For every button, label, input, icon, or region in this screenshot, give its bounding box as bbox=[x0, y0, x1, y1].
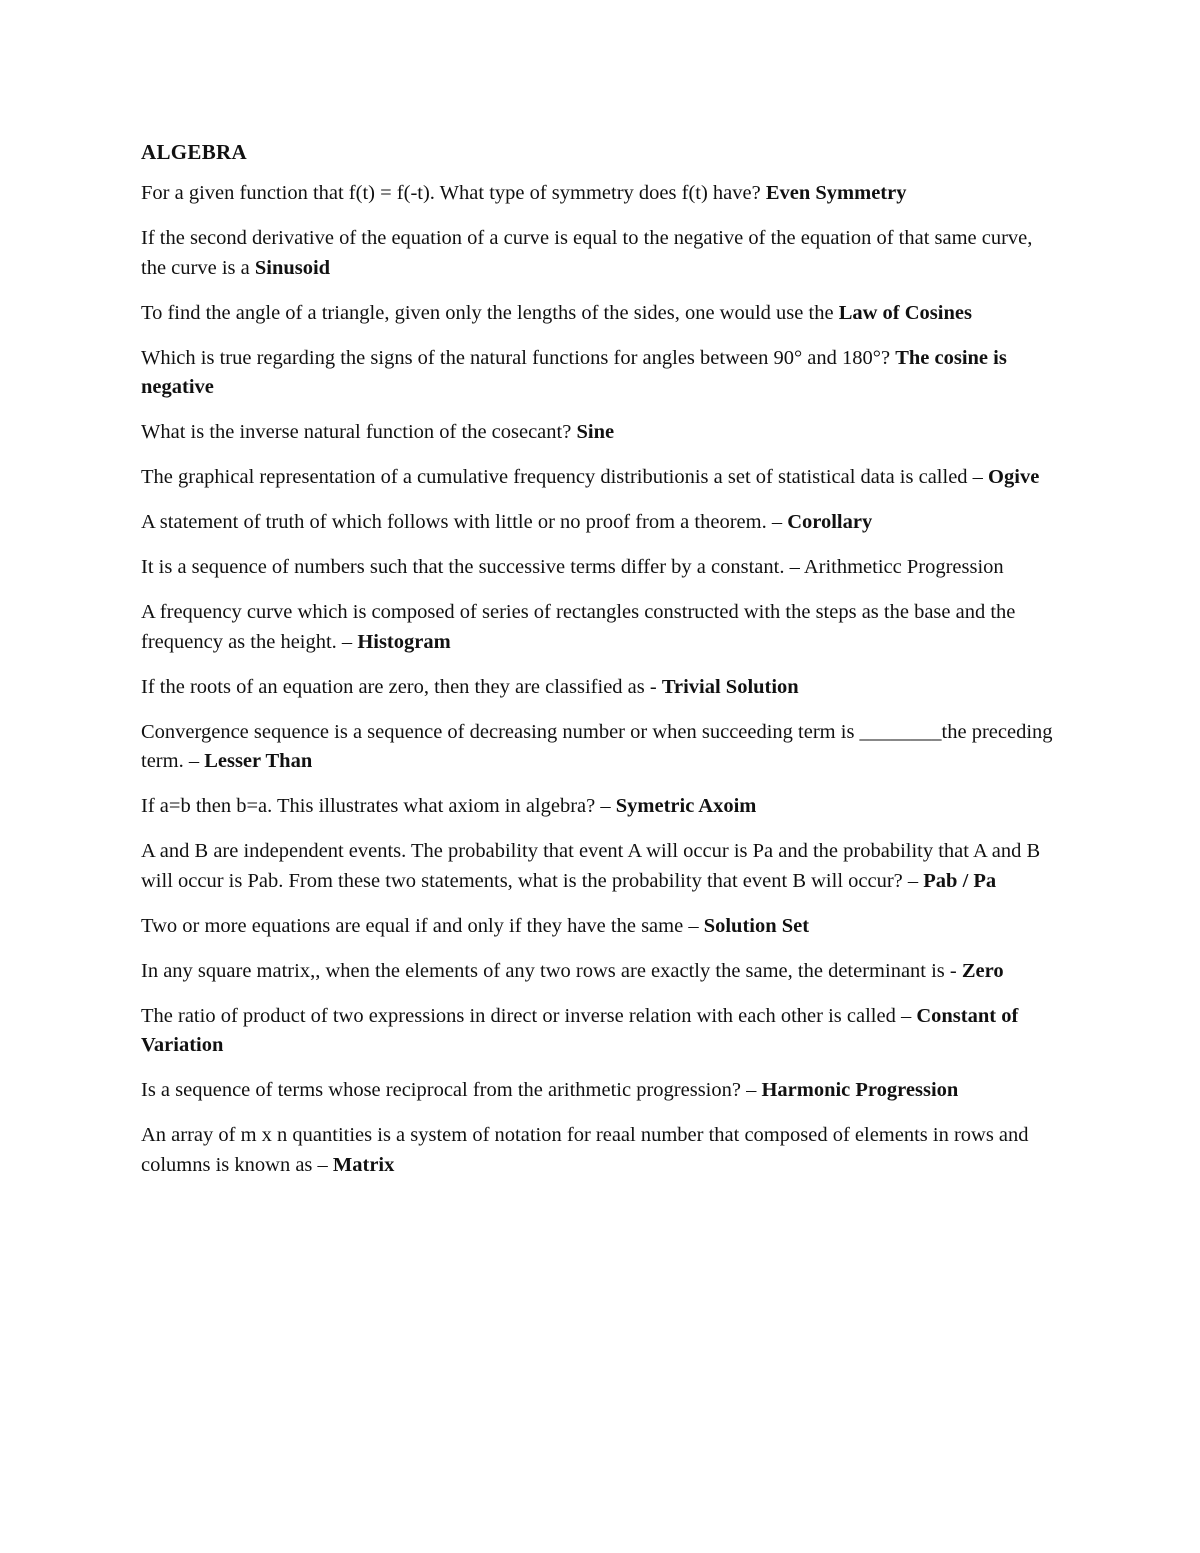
answer-text: Matrix bbox=[332, 1153, 395, 1176]
qa-item bbox=[141, 418, 1061, 448]
qa-item bbox=[141, 792, 1061, 822]
question-text: An array of m x n quantities is a system of notation for reaal number that composed of elements in rows and columns is known as – bbox=[141, 1124, 1029, 1176]
qa-item bbox=[141, 1002, 1061, 1061]
qa-item bbox=[141, 912, 1061, 942]
answer-text: Harmonic Progression bbox=[761, 1079, 959, 1101]
answer-text: Lesser Than bbox=[204, 750, 313, 772]
answer-text: Sinusoid bbox=[254, 256, 331, 279]
question-text: The graphical representation of a cumulative frequency distributionis a set of statistical data is called – bbox=[141, 466, 989, 488]
answer-text: Zero bbox=[961, 959, 1004, 982]
question-text: If a=b then b=a. This illustrates what axiom in algebra? – bbox=[141, 795, 616, 817]
qa-item bbox=[141, 299, 1061, 329]
answer-text: Arithmeticc Progression bbox=[803, 556, 1004, 578]
qa-item bbox=[141, 718, 1061, 777]
question-text: What is the inverse natural function of the cosecant? bbox=[141, 421, 577, 443]
answer-text: Ogive bbox=[988, 466, 1040, 488]
qa-item bbox=[141, 508, 1061, 538]
qa-item bbox=[141, 179, 1061, 209]
question-text: A frequency curve which is composed of series of rectangles constructed with the steps as the base and the frequency as the height. – bbox=[141, 601, 1016, 653]
answer-text: Corollary bbox=[787, 511, 873, 533]
qa-item bbox=[141, 463, 1061, 493]
question-text: For a given function that f(t) = f(-t). What type of symmetry does f(t) have? bbox=[141, 182, 766, 204]
answer-text: The cosine is negative bbox=[141, 346, 1007, 398]
answer-text: Sine bbox=[576, 421, 615, 443]
qa-item bbox=[141, 673, 1061, 703]
question-text: Is a sequence of terms whose reciprocal from the arithmetic progression? – bbox=[141, 1079, 762, 1101]
answer-text: Pab / Pa bbox=[923, 869, 997, 892]
question-text: A and B are independent events. The probability that event A will occur is Pa and the probability that A and B will occur is Pab. From these two statements, what is the probability that event B will occur? – bbox=[141, 840, 1041, 892]
question-text: Two or more equations are equal if and only if they have the same – bbox=[141, 914, 704, 937]
qa-item bbox=[141, 598, 1061, 657]
question-text: A statement of truth of which follows with little or no proof from a theorem. – bbox=[141, 511, 788, 533]
qa-item bbox=[141, 957, 1061, 987]
qa-item bbox=[141, 1121, 1061, 1180]
question-text: Convergence sequence is a sequence of decreasing number or when succeeding term is ________the preceding term. – bbox=[141, 720, 1053, 772]
question-text: If the roots of an equation are zero, then they are classified as - bbox=[141, 675, 662, 698]
qa-item bbox=[141, 344, 1061, 403]
question-text: To find the angle of a triangle, given only the lengths of the sides, one would use the bbox=[141, 301, 839, 324]
answer-text: Law of Cosines bbox=[838, 301, 972, 324]
answer-text: Symetric Axoim bbox=[615, 795, 757, 817]
question-text: In any square matrix,, when the elements of any two rows are exactly the same, the determinant is - bbox=[141, 959, 962, 982]
answer-text: Constant of Variation bbox=[141, 1004, 1019, 1056]
document-title: ALGEBRA bbox=[141, 140, 247, 164]
answer-text: Trivial Solution bbox=[661, 675, 799, 698]
question-text: If the second derivative of the equation of a curve is equal to the negative of the equation of that same curve, the curve is a bbox=[141, 227, 1033, 279]
answer-text: Histogram bbox=[357, 630, 451, 653]
qa-item bbox=[141, 1076, 1061, 1106]
qa-item bbox=[141, 224, 1061, 283]
question-text: Which is true regarding the signs of the natural functions for angles between 90° and 180°? bbox=[141, 346, 896, 369]
qa-item bbox=[141, 837, 1061, 896]
answer-text: Even Symmetry bbox=[765, 182, 907, 204]
question-text: It is a sequence of numbers such that the successive terms differ by a constant. – bbox=[141, 556, 804, 578]
question-text: The ratio of product of two expressions in direct or inverse relation with each other is called – bbox=[141, 1004, 917, 1027]
qa-item bbox=[141, 553, 1061, 583]
answer-text: Solution Set bbox=[703, 914, 810, 937]
document-page bbox=[141, 140, 1061, 1196]
